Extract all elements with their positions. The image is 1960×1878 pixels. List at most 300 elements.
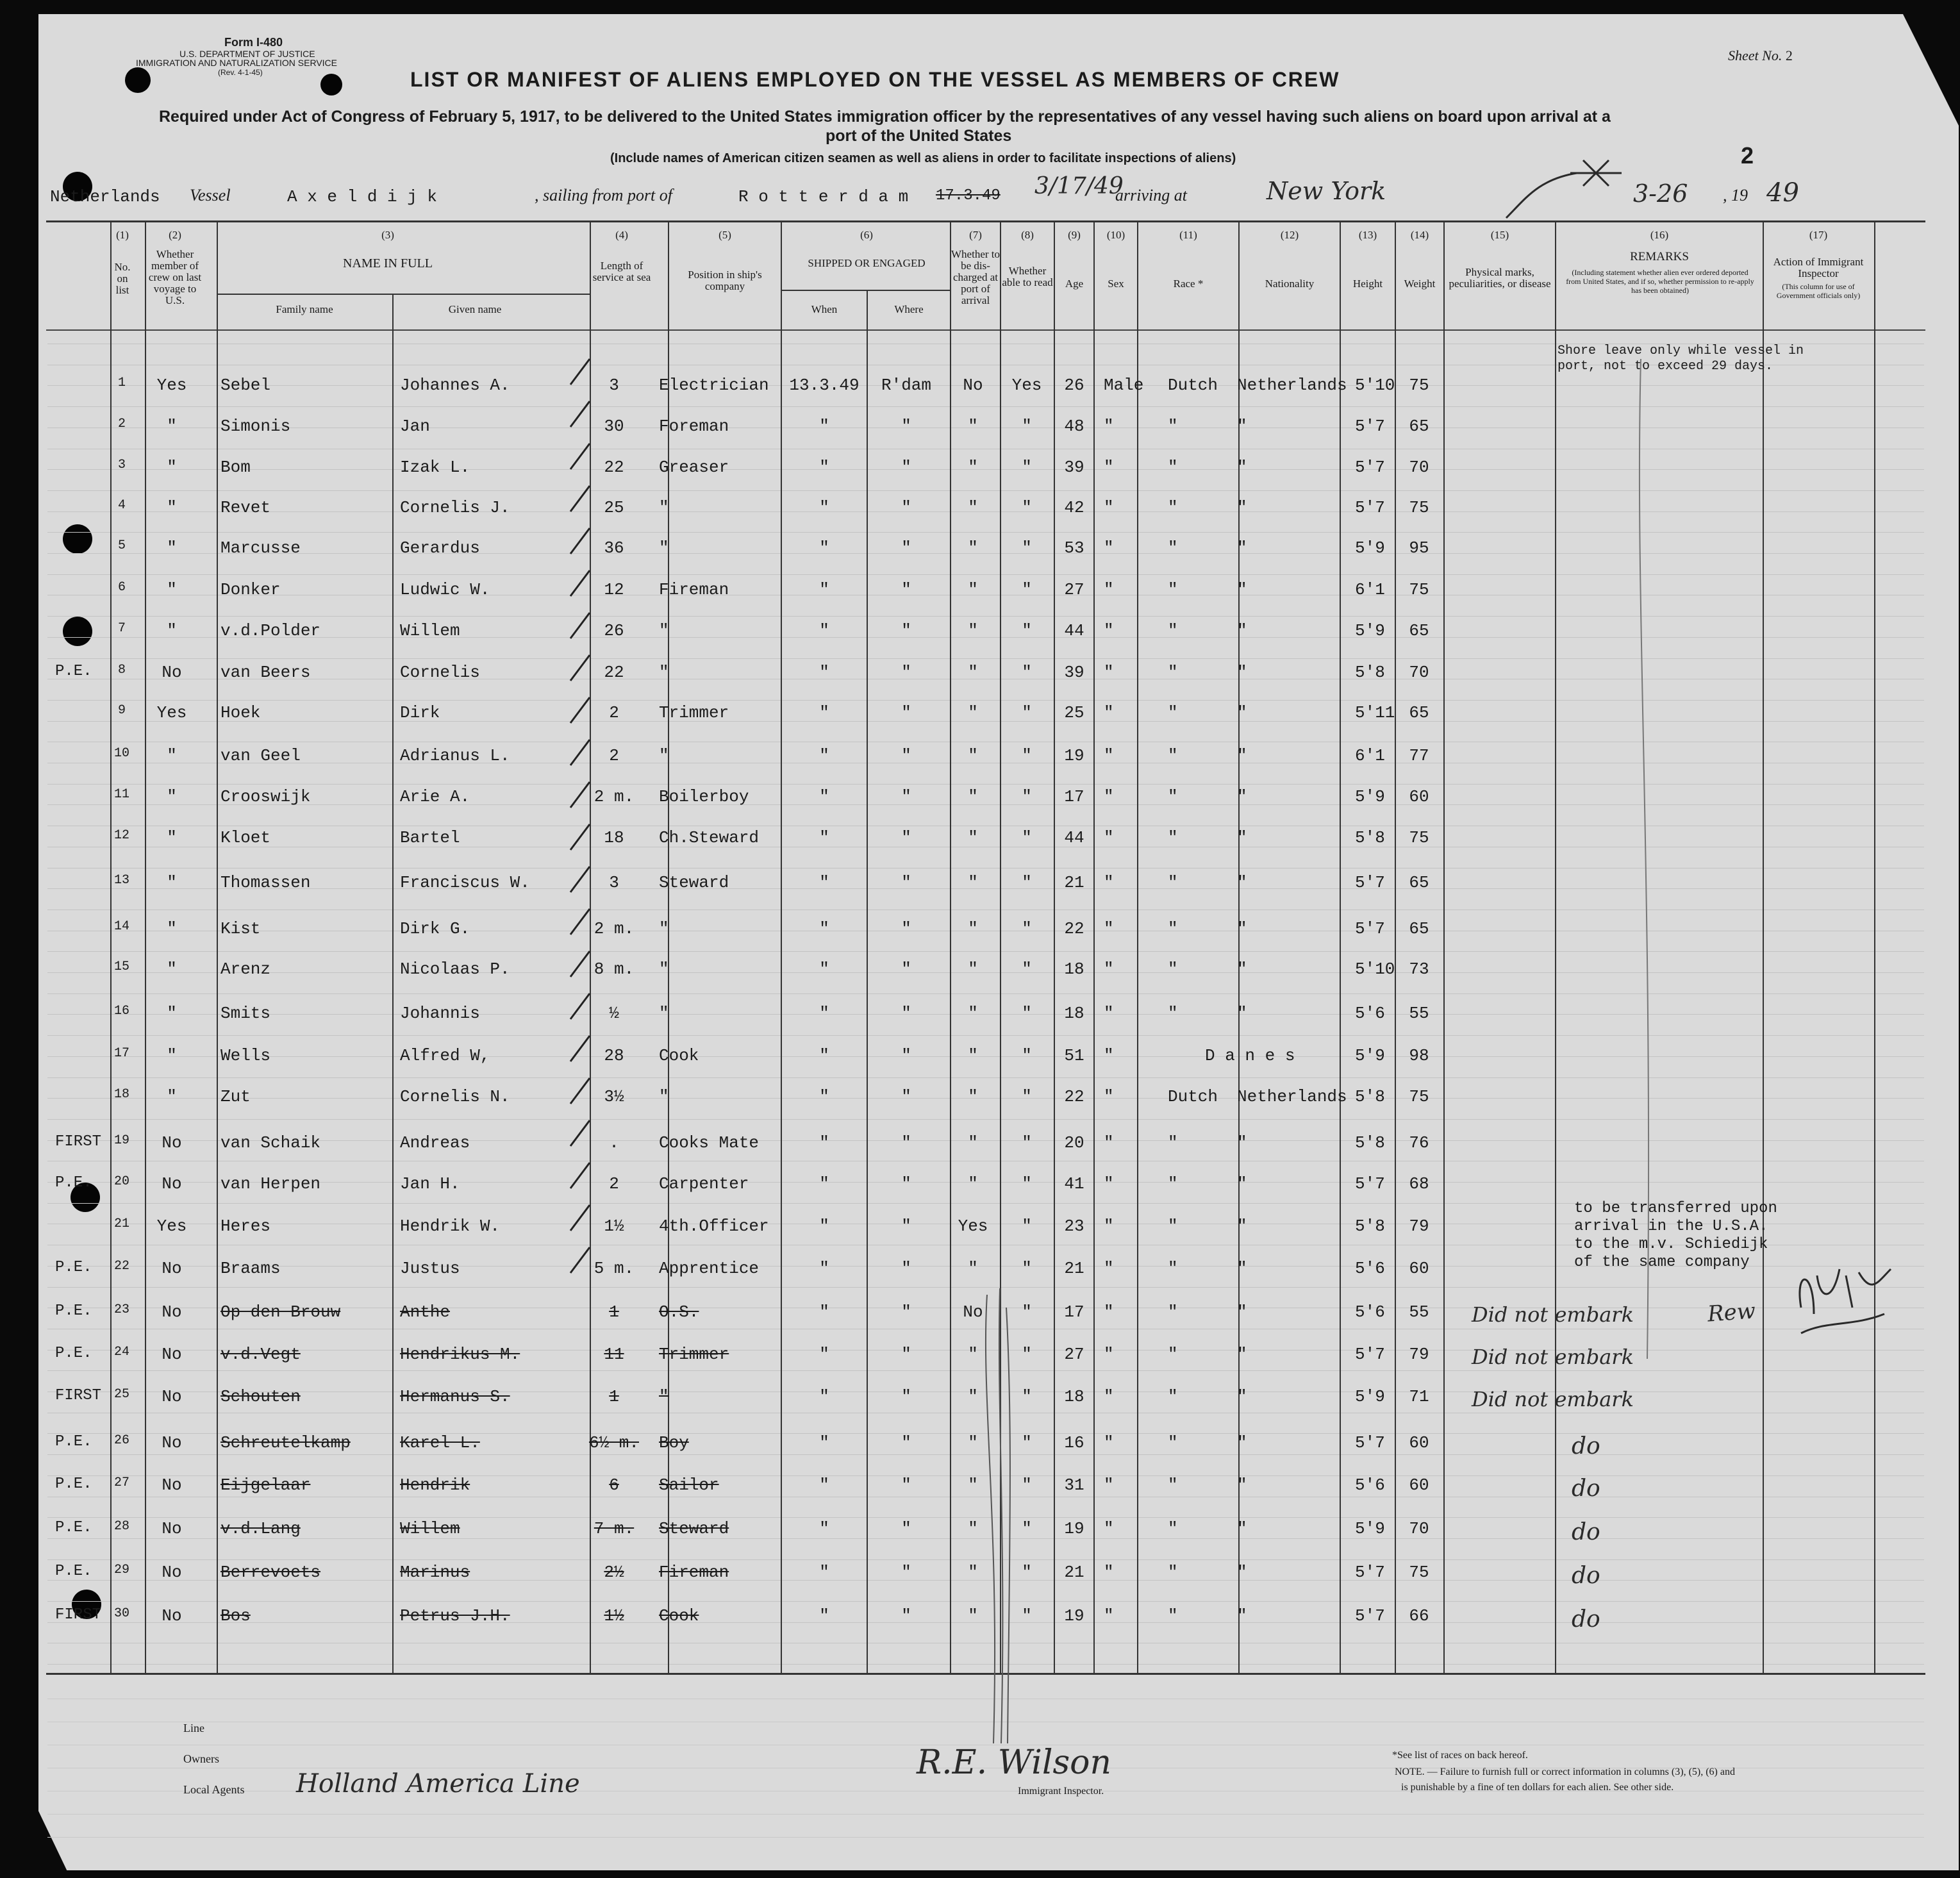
age: 26 (1064, 376, 1084, 395)
col-header-read: Whether able to read (1002, 265, 1053, 288)
last-voyage: " (167, 787, 177, 806)
position: O.S. (659, 1302, 699, 1322)
age: 44 (1064, 621, 1084, 640)
position: Boilerboy (659, 787, 749, 806)
col-header-weight: Weight (1404, 278, 1436, 290)
shipped-when: 13.3.49 (789, 376, 860, 395)
last-voyage: No (162, 1519, 182, 1538)
inspector-initials (1788, 1256, 1904, 1372)
family-name: Revet (220, 498, 271, 517)
weight: 55 (1409, 1004, 1429, 1023)
last-voyage: " (167, 1004, 177, 1023)
length-of-service: 2 m. (594, 919, 635, 938)
age: 27 (1064, 1345, 1084, 1364)
race: " (1168, 1563, 1178, 1582)
family-name: v.d.Lang (220, 1519, 301, 1538)
column-line (1395, 220, 1396, 1674)
last-voyage: No (162, 1475, 182, 1495)
table-top-border (46, 220, 1925, 222)
discharged: " (968, 873, 978, 892)
shipped-when: " (819, 1046, 829, 1065)
nationality: " (1237, 703, 1247, 722)
shipped-where: " (901, 960, 911, 979)
footer-line-label: Line (183, 1722, 204, 1734)
length-of-service: 11 (604, 1345, 624, 1364)
sex: " (1104, 1345, 1114, 1364)
discharged: " (968, 1519, 978, 1538)
row-number: 30 (113, 1606, 129, 1621)
height: 5'8 (1355, 663, 1385, 682)
length-of-service: 1 (609, 1387, 619, 1406)
col-header-name: NAME IN FULL (343, 256, 433, 270)
tick-mark (570, 740, 590, 765)
race: " (1168, 1475, 1178, 1495)
shipped-when: " (819, 746, 829, 765)
last-voyage: Yes (156, 1217, 187, 1236)
height: 5'6 (1355, 1302, 1385, 1322)
height: 5'10 (1355, 376, 1395, 395)
weight: 79 (1409, 1345, 1429, 1364)
column-line (1238, 220, 1240, 1674)
sex: " (1104, 498, 1114, 517)
able-to-read: " (1022, 1345, 1032, 1364)
remark-shore-leave: Shore leave only while vessel in port, not to exceed 29 days. (1557, 344, 1804, 374)
position: " (659, 746, 669, 765)
row-number: 2 (117, 417, 126, 431)
arrival-year: 49 (1766, 178, 1799, 208)
age: 17 (1064, 787, 1084, 806)
length-of-service: 36 (604, 538, 624, 558)
given-name: Nicolaas P. (400, 960, 510, 979)
discharged: " (968, 663, 978, 682)
discharged: " (968, 580, 978, 599)
nationality: " (1237, 1519, 1247, 1538)
shipped-where: " (901, 458, 911, 477)
agency-line2: IMMIGRATION AND NATURALIZATION SERVICE (136, 58, 337, 68)
given-name: Cornelis (400, 663, 480, 682)
given-name: Hendrik W. (400, 1217, 501, 1236)
last-voyage: No (162, 1133, 182, 1152)
vessel-name: A x e l d i j k (287, 187, 438, 206)
row-mark: P.E. (55, 1475, 92, 1493)
shipped-when: " (819, 1087, 829, 1106)
position: Apprentice (659, 1259, 760, 1278)
race: " (1168, 580, 1178, 599)
column-line (1874, 220, 1875, 1674)
family-name: Schreutelkamp (220, 1433, 351, 1452)
length-of-service: . (609, 1133, 619, 1152)
shipped-where: " (901, 703, 911, 722)
height: 5'7 (1355, 458, 1385, 477)
age: 19 (1064, 1606, 1084, 1625)
length-of-service: ½ (609, 1004, 619, 1023)
sex: " (1104, 828, 1114, 847)
position: Carpenter (659, 1174, 749, 1193)
col-num: (4) (615, 229, 628, 241)
nationality: " (1237, 1259, 1247, 1278)
age: 22 (1064, 919, 1084, 938)
length-of-service: 1½ (604, 1217, 624, 1236)
sex: " (1104, 1387, 1114, 1406)
column-line (950, 220, 951, 1674)
nationality: " (1237, 1217, 1247, 1236)
able-to-read: " (1022, 787, 1032, 806)
shipped-when: " (819, 580, 829, 599)
discharged: " (968, 1259, 978, 1278)
shipped-where: " (901, 538, 911, 558)
discharged: " (968, 498, 978, 517)
footer-owners-label: Owners (183, 1752, 219, 1765)
column-line (781, 220, 782, 1674)
nationality: Netherlands (1237, 376, 1347, 395)
shipped-when: " (819, 1519, 829, 1538)
age: 18 (1064, 1004, 1084, 1023)
race: Dutch (1168, 1087, 1218, 1106)
form-number: Form I-480 (224, 36, 283, 49)
col-header-remarks: REMARKS (1630, 250, 1689, 263)
last-voyage: No (162, 1433, 182, 1452)
position: Greaser (659, 458, 729, 477)
column-line (867, 290, 868, 1674)
able-to-read: " (1022, 960, 1032, 979)
race: D a n e s (1205, 1046, 1295, 1065)
sex: " (1104, 580, 1114, 599)
nationality: " (1237, 787, 1247, 806)
weight: 75 (1409, 1563, 1429, 1582)
row-number: 18 (113, 1087, 129, 1102)
col-header-service: Length of service at sea (592, 260, 651, 283)
race: Dutch (1168, 376, 1218, 395)
family-name: van Schaik (220, 1133, 321, 1152)
race: " (1168, 1217, 1178, 1236)
able-to-read: " (1022, 746, 1032, 765)
height: 5'10 (1355, 960, 1395, 979)
age: 23 (1064, 1217, 1084, 1236)
able-to-read: " (1022, 1519, 1032, 1538)
tick-mark (570, 824, 590, 850)
local-agents-value: Holland America Line (296, 1769, 580, 1799)
weight: 75 (1409, 376, 1429, 395)
row-number: 28 (113, 1519, 129, 1534)
row-number: 27 (113, 1475, 129, 1490)
age: 19 (1064, 746, 1084, 765)
arriving-label: arriving at (1115, 186, 1187, 204)
shipped-when: " (819, 1345, 829, 1364)
age: 27 (1064, 580, 1084, 599)
race: " (1168, 746, 1178, 765)
length-of-service: 2½ (604, 1563, 624, 1582)
given-name: Franciscus W. (400, 873, 530, 892)
race: " (1168, 873, 1178, 892)
length-of-service: 18 (604, 828, 624, 847)
position: Ch.Steward (659, 828, 760, 847)
tick-mark (570, 1078, 590, 1104)
last-voyage: No (162, 663, 182, 682)
remark: do (1572, 1563, 1600, 1589)
shipped-when: " (819, 663, 829, 682)
family-name: Sebel (220, 376, 271, 395)
shipped-where: " (901, 1302, 911, 1322)
shipped-when: " (819, 1217, 829, 1236)
last-voyage: " (167, 919, 177, 938)
struck-remark: Rew (1706, 1298, 1757, 1327)
remark-transfer: to be transferred upon arrival in the U.S.A. to the m.v. Schiedijk of the same company (1574, 1200, 1777, 1271)
sex: " (1104, 1217, 1114, 1236)
remark: do (1572, 1519, 1600, 1545)
race: " (1168, 1345, 1178, 1364)
col-num: (13) (1358, 229, 1377, 241)
given-name: Ludwic W. (400, 580, 490, 599)
length-of-service: 6 (609, 1475, 619, 1495)
col-header-physical-marks: Physical marks, peculiarities, or disease (1449, 266, 1551, 290)
height: 5'7 (1355, 417, 1385, 436)
able-to-read: " (1022, 1259, 1032, 1278)
weight: 65 (1409, 873, 1429, 892)
race: " (1168, 1387, 1178, 1406)
family-name: Heres (220, 1217, 271, 1236)
discharged: " (968, 1433, 978, 1452)
position: Fireman (659, 580, 729, 599)
position: Fireman (659, 1563, 729, 1582)
sex: " (1104, 1046, 1114, 1065)
age: 53 (1064, 538, 1084, 558)
age: 21 (1064, 1259, 1084, 1278)
column-line (1555, 220, 1556, 1674)
column-line (1763, 220, 1764, 1674)
race: " (1168, 828, 1178, 847)
able-to-read: " (1022, 1475, 1032, 1495)
tick-mark (570, 697, 590, 723)
shipped-where: " (901, 621, 911, 640)
vessel-flag: Netherlands (50, 187, 160, 206)
family-name: Hoek (220, 703, 261, 722)
col-num: (14) (1410, 229, 1429, 241)
discharged: " (968, 1475, 978, 1495)
weight: 75 (1409, 1087, 1429, 1106)
shipped-where: " (901, 1606, 911, 1625)
able-to-read: " (1022, 873, 1032, 892)
nationality: " (1237, 828, 1247, 847)
shipped-when: " (819, 787, 829, 806)
remark: Did not embark (1472, 1302, 1634, 1327)
weight: 95 (1409, 538, 1429, 558)
tick-mark (570, 1163, 590, 1188)
col-num: (9) (1068, 229, 1081, 241)
age: 21 (1064, 873, 1084, 892)
race: " (1168, 1259, 1178, 1278)
given-name: Hendrikus M. (400, 1345, 520, 1364)
col-header-position: Position in ship's company (688, 269, 762, 292)
height: 5'8 (1355, 1087, 1385, 1106)
sex: " (1104, 746, 1114, 765)
weight: 60 (1409, 1475, 1429, 1495)
length-of-service: 28 (604, 1046, 624, 1065)
row-mark: FIRST (55, 1387, 102, 1404)
column-line (392, 294, 394, 1674)
remark: do (1572, 1606, 1600, 1633)
length-of-service: 26 (604, 621, 624, 640)
sex: " (1104, 458, 1114, 477)
position: Trimmer (659, 1345, 729, 1364)
age: 16 (1064, 1433, 1084, 1452)
age: 20 (1064, 1133, 1084, 1152)
shipped-where: " (901, 1046, 911, 1065)
last-voyage: No (162, 1345, 182, 1364)
given-name: Andreas (400, 1133, 470, 1152)
discharged: " (968, 621, 978, 640)
column-line (217, 220, 218, 1674)
inspector-signature: R.E. Wilson (917, 1743, 1111, 1782)
age: 51 (1064, 1046, 1084, 1065)
col-num: (16) (1650, 229, 1669, 241)
weight: 60 (1409, 1433, 1429, 1452)
family-name: Arenz (220, 960, 271, 979)
col-num: (3) (381, 229, 394, 241)
height: 5'6 (1355, 1259, 1385, 1278)
sheet-number-label: Sheet No. 2 (1728, 47, 1793, 63)
weight: 70 (1409, 458, 1429, 477)
discharged: " (968, 538, 978, 558)
height: 5'7 (1355, 1345, 1385, 1364)
row-mark: P.E. (55, 1302, 92, 1320)
last-voyage: " (167, 960, 177, 979)
tick-mark (570, 359, 590, 385)
length-of-service: 22 (604, 458, 624, 477)
discharged: " (968, 458, 978, 477)
weight: 79 (1409, 1217, 1429, 1236)
height: 5'11 (1355, 703, 1395, 722)
position: Steward (659, 873, 729, 892)
shipped-where: " (901, 787, 911, 806)
sex: " (1104, 1606, 1114, 1625)
family-name: Berrevoets (220, 1563, 321, 1582)
col-num: (12) (1280, 229, 1299, 241)
given-name: Willem (400, 1519, 460, 1538)
col-header-family-name: Family name (276, 303, 333, 315)
able-to-read: " (1022, 1046, 1032, 1065)
length-of-service: 2 (609, 746, 619, 765)
family-name: Wells (220, 1046, 271, 1065)
family-name: van Herpen (220, 1174, 321, 1193)
shipped-when: " (819, 1302, 829, 1322)
last-voyage: " (167, 458, 177, 477)
shipped-where: " (901, 873, 911, 892)
shipped-when: " (819, 919, 829, 938)
shipped-when: " (819, 1174, 829, 1193)
sex: " (1104, 1433, 1114, 1452)
nationality: " (1237, 1387, 1247, 1406)
last-voyage: " (167, 828, 177, 847)
inspector-note: (This column for use of Government officials only) (1776, 282, 1861, 300)
form-instruction: (Include names of American citizen seamen as well as aliens in order to facilitate inspections of aliens) (610, 151, 1236, 165)
family-name: Zut (220, 1087, 251, 1106)
sex: " (1104, 1087, 1114, 1106)
shipped-where: " (901, 498, 911, 517)
row-number: 9 (117, 703, 126, 718)
able-to-read: " (1022, 1087, 1032, 1106)
col-num: (17) (1809, 229, 1828, 241)
given-name: Marinus (400, 1563, 470, 1582)
family-name: van Beers (220, 663, 311, 682)
weight: 75 (1409, 828, 1429, 847)
family-name: v.d.Polder (220, 621, 321, 640)
sex: " (1104, 1259, 1114, 1278)
form-revision: (Rev. 4-1-45) (218, 68, 263, 77)
tick-mark (570, 570, 590, 596)
shipped-when: " (819, 873, 829, 892)
tick-mark (570, 909, 590, 935)
height: 5'7 (1355, 1606, 1385, 1625)
height: 5'8 (1355, 1217, 1385, 1236)
race: " (1168, 498, 1178, 517)
family-name: Op den Brouw (220, 1302, 341, 1322)
discharged: No (963, 1302, 983, 1322)
age: 44 (1064, 828, 1084, 847)
given-name: Gerardus (400, 538, 480, 558)
able-to-read: " (1022, 621, 1032, 640)
remark: do (1572, 1433, 1600, 1459)
discharged: " (968, 919, 978, 938)
row-number: 12 (113, 828, 129, 843)
height: 5'9 (1355, 1519, 1385, 1538)
family-name: Marcusse (220, 538, 301, 558)
family-name: Simonis (220, 417, 291, 436)
age: 41 (1064, 1174, 1084, 1193)
family-name: Braams (220, 1259, 281, 1278)
age: 21 (1064, 1563, 1084, 1582)
family-name: Kloet (220, 828, 271, 847)
arrival-port: New York (1267, 177, 1386, 205)
col-num: (8) (1021, 229, 1034, 241)
col-num: (6) (860, 229, 873, 241)
row-mark: P.E. (55, 1345, 92, 1362)
position: Sailor (659, 1475, 719, 1495)
length-of-service: 6½ m. (588, 1433, 639, 1452)
race: " (1168, 1302, 1178, 1322)
race: " (1168, 1133, 1178, 1152)
last-voyage: " (167, 1046, 177, 1065)
last-voyage: " (167, 873, 177, 892)
family-name: Donker (220, 580, 281, 599)
row-number: 21 (113, 1217, 129, 1231)
position: Cook (659, 1606, 699, 1625)
footnote-penalty: NOTE. — Failure to furnish full or correct information in columns (3), (5), (6) and (1395, 1766, 1735, 1777)
last-voyage: " (167, 417, 177, 436)
nationality: " (1237, 873, 1247, 892)
tick-mark (570, 1036, 590, 1061)
col-header-race: Race * (1173, 278, 1204, 290)
able-to-read: " (1022, 458, 1032, 477)
length-of-service: 30 (604, 417, 624, 436)
family-name: Smits (220, 1004, 271, 1023)
length-of-service: 25 (604, 498, 624, 517)
row-number: 1 (117, 376, 126, 390)
family-name: Bos (220, 1606, 251, 1625)
row-mark: P.E. (55, 1563, 92, 1580)
row-mark: FIRST (55, 1133, 102, 1151)
weight: 75 (1409, 580, 1429, 599)
weight: 98 (1409, 1046, 1429, 1065)
last-voyage: Yes (156, 703, 187, 722)
row-number: 6 (117, 580, 126, 595)
row-number: 25 (113, 1387, 129, 1402)
col-header-last-voyage: Whether member of crew on last voyage to U.S. (148, 248, 202, 306)
age: 25 (1064, 703, 1084, 722)
race: " (1168, 703, 1178, 722)
able-to-read: " (1022, 919, 1032, 938)
tick-mark (570, 951, 590, 977)
position: " (659, 621, 669, 640)
